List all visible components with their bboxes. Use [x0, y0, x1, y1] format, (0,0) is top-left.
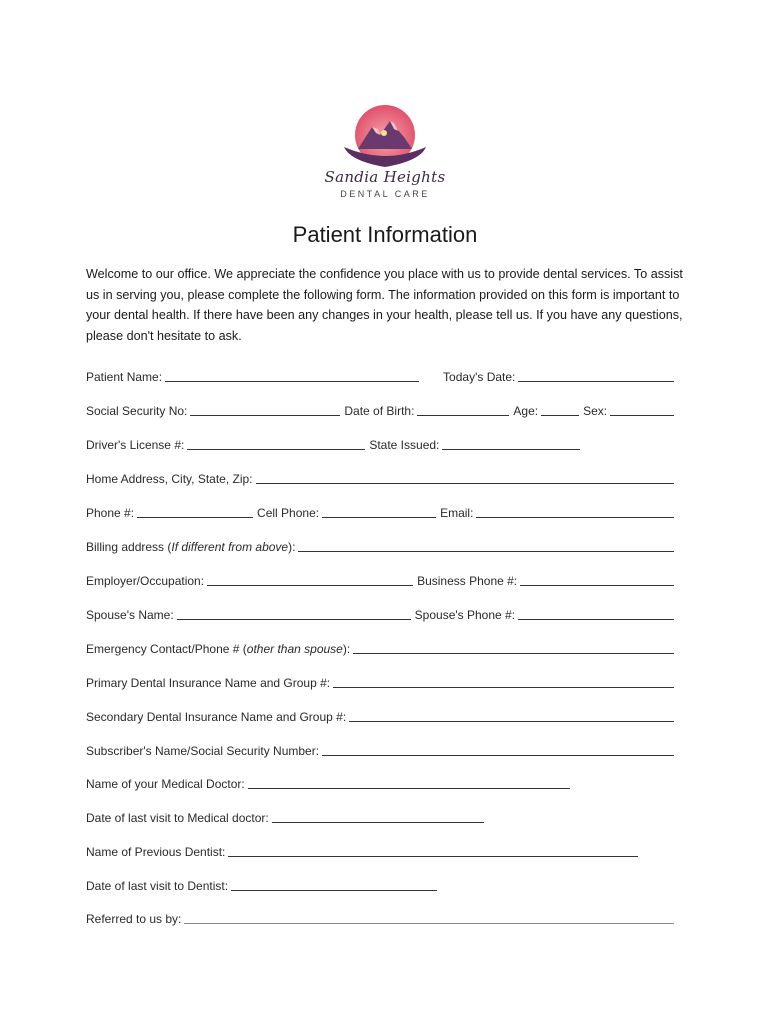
row-spouse	[86, 602, 674, 622]
sex-label: Sex:	[583, 404, 608, 418]
drivers-license-label: Driver's License #:	[86, 438, 185, 452]
age-label: Age:	[513, 404, 539, 418]
spouse-name-label: Spouse's Name:	[86, 608, 174, 622]
intro-paragraph: Welcome to our office. We appreciate the confidence you place with us to provide dental services. To assist us in serving you, please complete the following form. The information provided on this form is important to your dental health. If there have been any changes in your health, please tell us. If you have any questions, please don't hesitate to ask.	[86, 267, 683, 343]
subscriber-field[interactable]	[322, 742, 674, 756]
cell-phone-label: Cell Phone:	[257, 506, 320, 520]
row-ssn	[86, 398, 674, 418]
home-address-label: Home Address, City, State, Zip:	[86, 472, 253, 486]
last-visit-doctor-label: Date of last visit to Medical doctor:	[86, 811, 269, 825]
row-employer	[86, 568, 674, 588]
business-phone-label: Business Phone #:	[417, 574, 518, 588]
row-secondary-insurance	[86, 704, 674, 724]
sex-field[interactable]	[610, 402, 674, 416]
referred-by-field[interactable]	[184, 910, 674, 924]
state-issued-field[interactable]	[442, 436, 580, 450]
medical-doctor-label: Name of your Medical Doctor:	[86, 777, 245, 791]
last-visit-dentist-label: Date of last visit to Dentist:	[86, 879, 229, 893]
practice-name: Sandia Heights	[324, 168, 446, 186]
row-last-visit-dentist	[86, 873, 674, 893]
row-previous-dentist	[86, 839, 674, 859]
drivers-license-field[interactable]	[187, 436, 365, 450]
row-emergency-contact	[86, 636, 674, 656]
home-address-field[interactable]	[256, 470, 674, 484]
row-last-visit-doctor	[86, 805, 674, 825]
dob-field[interactable]	[417, 402, 509, 416]
billing-address-label: Billing address (If different from above):	[86, 540, 296, 554]
patient-name-label: Patient Name:	[86, 370, 163, 384]
row-medical-doctor	[86, 771, 674, 791]
phone-label: Phone #:	[86, 506, 135, 520]
referred-by-label: Referred to us by:	[86, 912, 182, 926]
page-title: Patient Information	[292, 222, 478, 247]
billing-address-field[interactable]	[298, 538, 674, 552]
employer-label: Employer/Occupation:	[86, 574, 205, 588]
subscriber-label: Subscriber's Name/Social Security Number:	[86, 744, 320, 758]
last-visit-dentist-field[interactable]	[231, 877, 437, 891]
secondary-insurance-field[interactable]	[349, 708, 674, 722]
cell-phone-field[interactable]	[322, 504, 436, 518]
previous-dentist-label: Name of Previous Dentist:	[86, 845, 226, 859]
phone-field[interactable]	[137, 504, 253, 518]
spouse-name-field[interactable]	[177, 606, 411, 620]
patient-name-field[interactable]	[165, 368, 419, 382]
dob-label: Date of Birth:	[344, 404, 415, 418]
business-phone-field[interactable]	[520, 572, 674, 586]
row-phone	[86, 500, 674, 520]
spouse-phone-label: Spouse's Phone #:	[414, 608, 516, 622]
row-patient-name	[86, 364, 674, 384]
row-subscriber	[86, 738, 674, 758]
spouse-phone-field[interactable]	[518, 606, 674, 620]
emergency-contact-label: Emergency Contact/Phone # (other than spouse):	[86, 642, 351, 656]
row-billing-address	[86, 534, 674, 554]
ssn-label: Social Security No:	[86, 404, 188, 418]
medical-doctor-field[interactable]	[248, 775, 570, 789]
mountain-sunset-logo-icon	[320, 103, 450, 203]
employer-field[interactable]	[207, 572, 413, 586]
todays-date-label: Today's Date:	[443, 370, 516, 384]
state-issued-label: State Issued:	[369, 438, 440, 452]
todays-date-field[interactable]	[518, 368, 674, 382]
emergency-contact-field[interactable]	[353, 640, 674, 654]
row-primary-insurance	[86, 670, 674, 690]
row-referred-by	[86, 906, 674, 926]
practice-tagline: DENTAL CARE	[340, 189, 430, 199]
secondary-insurance-label: Secondary Dental Insurance Name and Group #:	[86, 710, 347, 724]
ssn-field[interactable]	[190, 402, 340, 416]
last-visit-doctor-field[interactable]	[272, 809, 484, 823]
previous-dentist-field[interactable]	[228, 843, 638, 857]
row-home-address	[86, 466, 674, 486]
age-field[interactable]	[541, 402, 579, 416]
email-field[interactable]	[476, 504, 674, 518]
row-drivers-license	[86, 432, 674, 452]
primary-insurance-label: Primary Dental Insurance Name and Group #:	[86, 676, 331, 690]
email-label: Email:	[440, 506, 474, 520]
primary-insurance-field[interactable]	[333, 674, 674, 688]
